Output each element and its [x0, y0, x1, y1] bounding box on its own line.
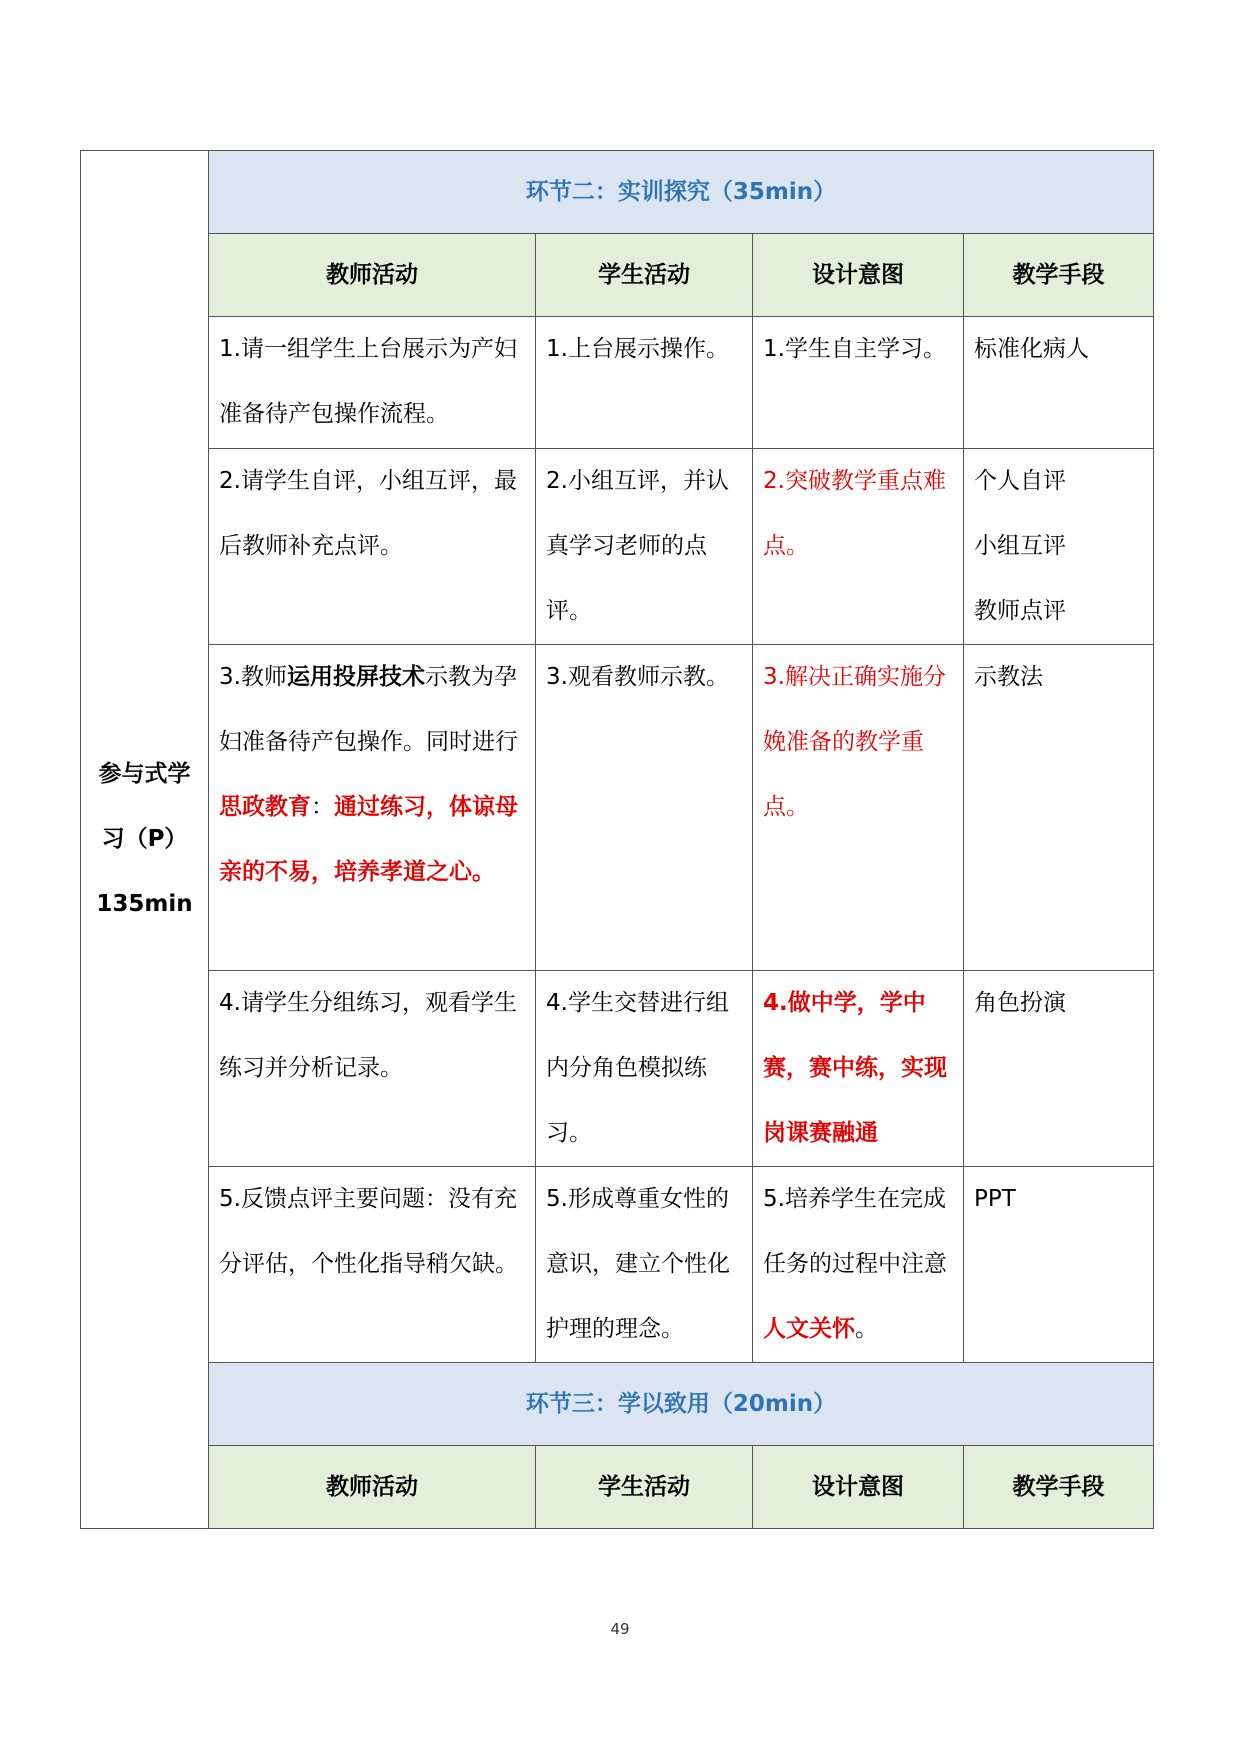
- row4-teacher: 4.请学生分组练习，观看学生练习并分析记录。: [209, 971, 536, 1167]
- row3-teacher-part1: 3.教师: [219, 664, 287, 690]
- header-teaching-means: 教学手段: [964, 1446, 1154, 1529]
- row1-intent: 1.学生自主学习。: [753, 317, 964, 449]
- lesson-table: [80, 150, 1154, 1529]
- row5-intent-end: 。: [855, 1316, 878, 1342]
- row3-intent: 3.解决正确实施分娩准备的教学重点。: [753, 645, 964, 971]
- row5-student: 5.形成尊重女性的意识，建立个性化护理的理念。: [536, 1167, 753, 1363]
- row2-means-item: 小组互评: [974, 533, 1066, 559]
- header-design-intent: 设计意图: [753, 1446, 964, 1529]
- page-number: 49: [610, 1620, 630, 1638]
- row3-student: 3.观看教师示教。: [536, 645, 753, 971]
- row1-teacher: 1.请一组学生上台展示为产妇准备待产包操作流程。: [209, 317, 536, 449]
- row3-teacher-colon: ：: [311, 794, 334, 820]
- stage-3-title: 环节三：学以致用（20min）: [209, 1363, 1154, 1446]
- row3-teacher-emphasis: 通过练习，体谅母亲的不易，培养孝道之心。: [219, 794, 518, 885]
- row4-student: 4.学生交替进行组内分角色模拟练习。: [536, 971, 753, 1167]
- row4-intent: 4.做中学，学中赛，赛中练，实现岗课赛融通: [753, 971, 964, 1167]
- row1-means: 标准化病人: [964, 317, 1154, 449]
- row2-teacher: 2.请学生自评，小组互评，最后教师补充点评。: [209, 449, 536, 645]
- row5-intent-humanistic-care: 人文关怀: [763, 1316, 855, 1342]
- row2-means: [964, 449, 1154, 645]
- row5-teacher: 5.反馈点评主要问题：没有充分评估，个性化指导稍欠缺。: [209, 1167, 536, 1363]
- header-design-intent: 设计意图: [753, 234, 964, 317]
- row2-means-item: 个人自评: [974, 468, 1066, 494]
- row3-teacher-part3: 示教为孕妇准备待产包操作。同时进行: [219, 664, 518, 755]
- row2-intent: 2.突破教学重点难点。: [753, 449, 964, 645]
- row3-teacher-screencast: 运用投屏技术: [286, 664, 425, 690]
- phase-label-line2: 习（P）: [101, 826, 188, 852]
- header-teacher-activity: 教师活动: [209, 1446, 536, 1529]
- phase-label-line1: 参与式学: [98, 761, 191, 787]
- header-student-activity: 学生活动: [536, 1446, 753, 1529]
- header-teacher-activity: 教师活动: [209, 234, 536, 317]
- stage-2-title: 环节二：实训探究（35min）: [209, 151, 1154, 234]
- header-teaching-means: 教学手段: [964, 234, 1154, 317]
- row5-intent-part1: 5.培养学生在完成任务的过程中注意: [763, 1186, 947, 1277]
- row4-means: 角色扮演: [964, 971, 1154, 1167]
- row1-student: 1.上台展示操作。: [536, 317, 753, 449]
- phase-label: [81, 151, 209, 1529]
- row3-means: 示教法: [964, 645, 1154, 971]
- header-student-activity: 学生活动: [536, 234, 753, 317]
- phase-label-line3: 135min: [96, 891, 193, 917]
- row5-intent: [753, 1167, 964, 1363]
- row2-means-item: 教师点评: [974, 598, 1066, 624]
- row3-teacher-ideology: 思政教育: [219, 794, 311, 820]
- row5-means: PPT: [964, 1167, 1154, 1363]
- row3-teacher: [209, 645, 536, 971]
- row2-student: 2.小组互评，并认真学习老师的点评。: [536, 449, 753, 645]
